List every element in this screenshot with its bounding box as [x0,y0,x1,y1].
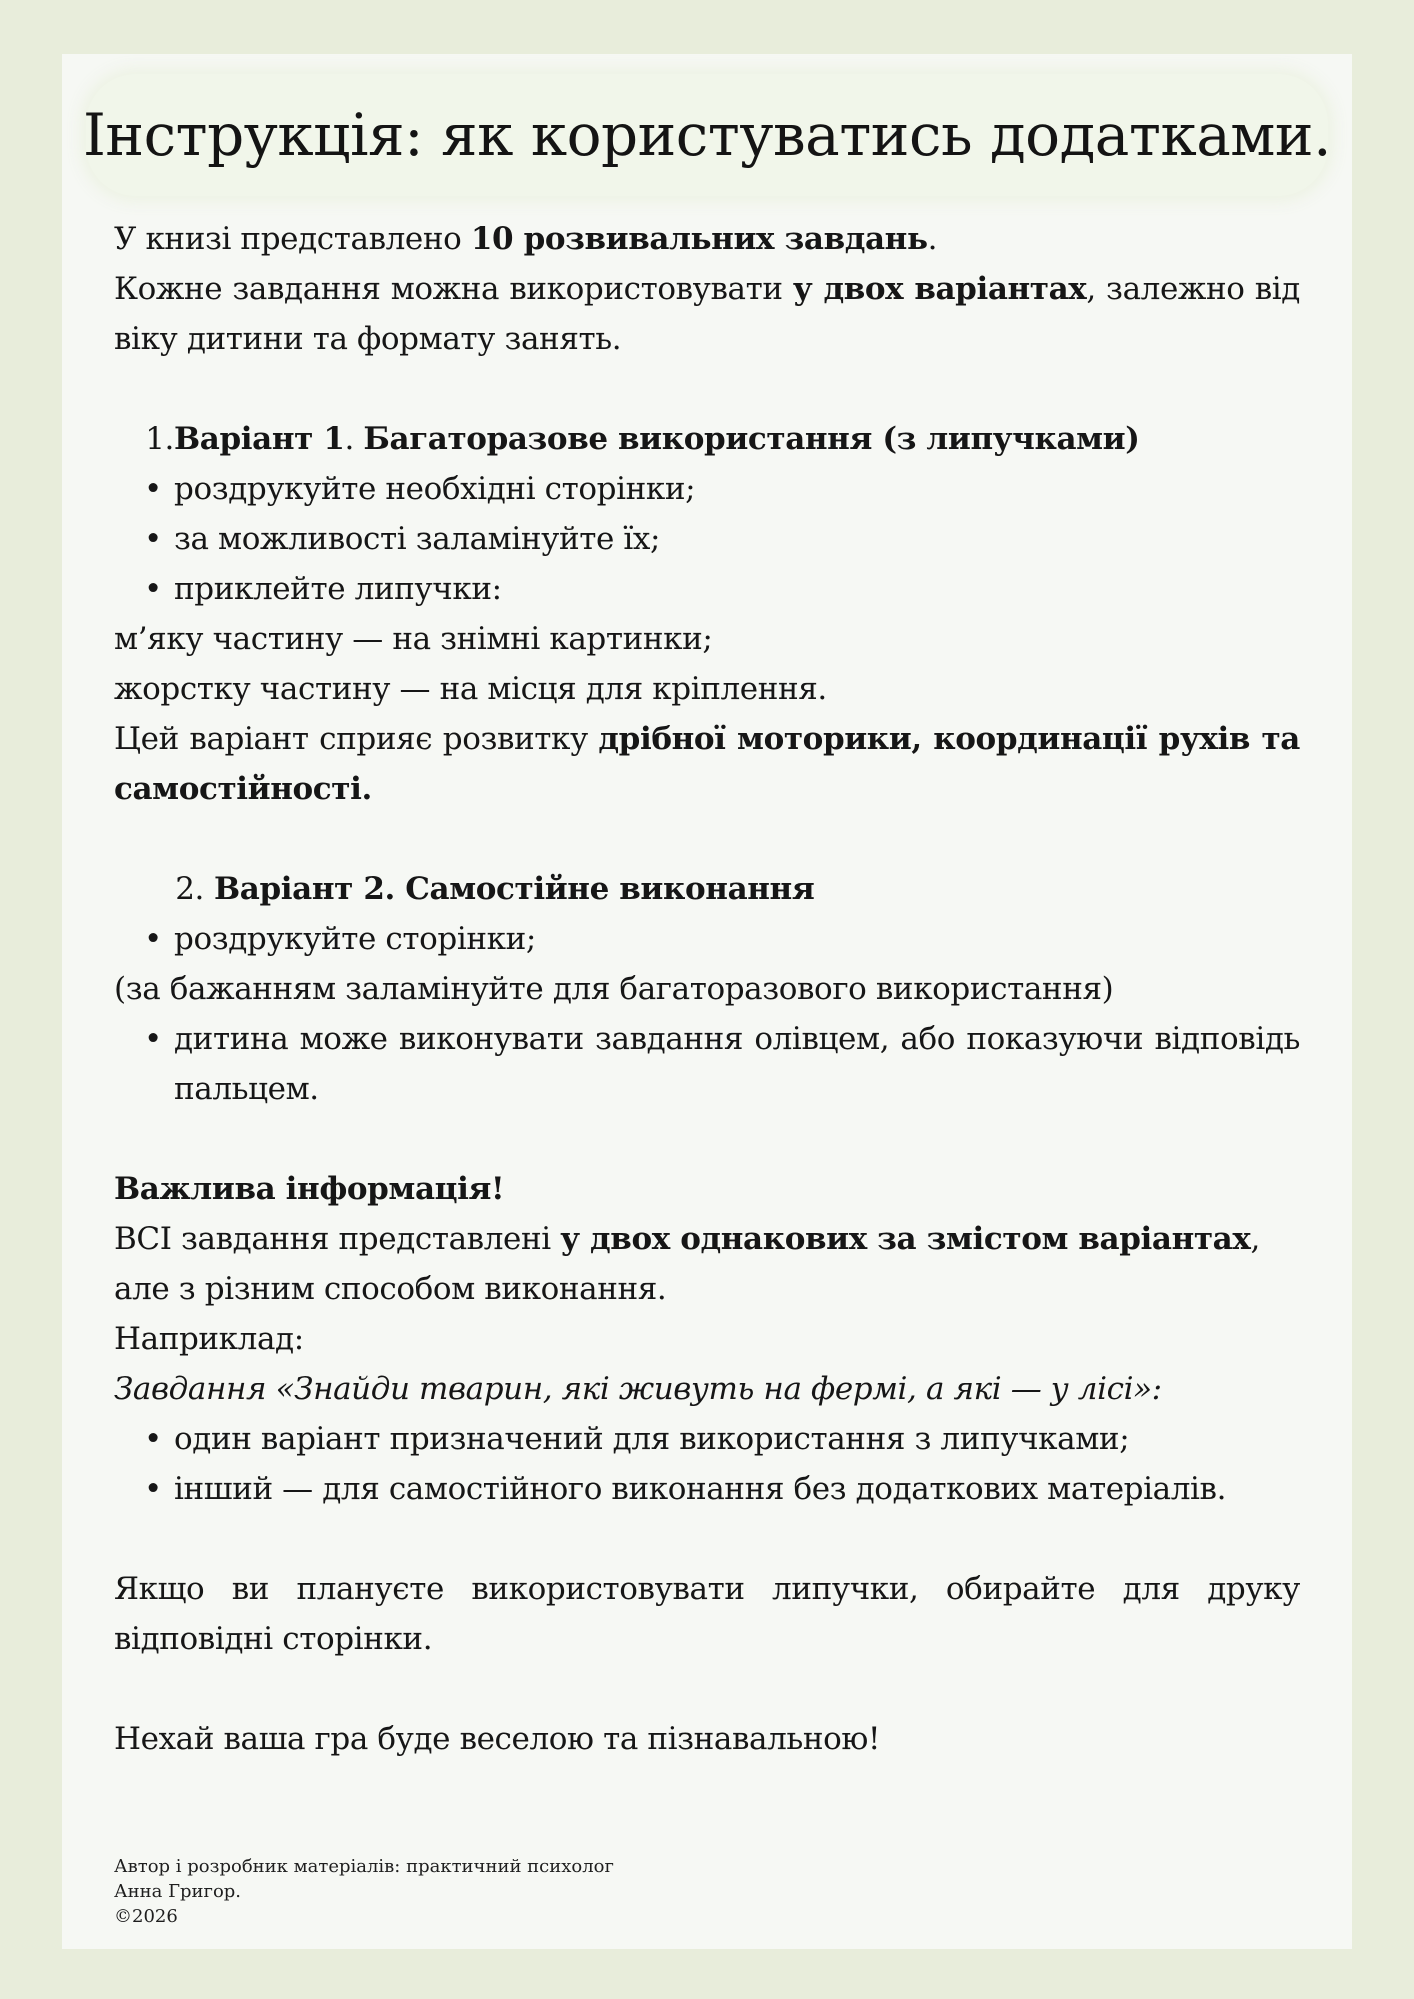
variant-1-title [174,414,1140,464]
list-item: • приклейте липучки: [114,564,1300,614]
list-item: • інший — для самостійного виконання без додаткових матеріалів. [114,1464,1300,1514]
variant-1-steps [114,464,1300,614]
spacer [114,1664,1300,1714]
list-number: 1. [145,421,174,457]
intro-line-1 [114,214,1300,264]
page-title: Інструкція: як користуватись додатками. [83,101,1332,169]
two-variants-emphasis: у двох варіантах [792,271,1087,307]
important-heading [114,1164,1300,1214]
important-line [114,1214,1300,1314]
document-page [62,54,1352,1949]
title-banner [83,74,1332,196]
task-count: 10 розвивальних завдань [470,221,928,257]
variant-1-heading [114,414,1300,464]
spacer [114,1514,1300,1564]
variant-1-benefit [114,714,1300,814]
list-item: • один варіант призначений для використання з липучками; [114,1414,1300,1464]
intro-text: Кожне завдання можна використовувати [114,271,793,307]
intro-line-2 [114,264,1300,364]
benefit-skills: дрібної моторики, координації рухів та самостійності. [114,721,1300,807]
variant-2-heading [114,864,1300,914]
closing-wish: Нехай ваша гра буде веселою та пізнавальною! [114,1721,881,1757]
soft-part-line: м’яку частину — на знімні картинки; [114,621,713,657]
intro-text: , залежно від віку дитини та формату занять. [114,271,1300,357]
list-item: • за можливості заламінуйте їх; [114,514,1300,564]
spacer [114,1114,1300,1164]
copyright: ©2026 [114,1906,178,1927]
variant-1-name: Багаторазове використання (з липучками) [363,421,1140,457]
author-footer [114,1854,614,1929]
list-item: • дитина може виконувати завдання олівцем, або показуючи відповідь пальцем. [114,1014,1300,1114]
hard-part-line: жорстку частину — на місця для кріплення. [114,671,827,707]
instructions-body [114,214,1300,1764]
lamination-note: (за бажанням заламінуйте для багаторазового використання) [114,971,1114,1007]
same-content-emphasis: у двох однакових за змістом варіантах [560,1221,1251,1257]
list-item: • роздрукуйте сторінки; [114,914,1300,964]
benefit-text: Цей варіант сприяє розвитку [114,721,599,757]
example-variants [114,1414,1300,1514]
list-item: • роздрукуйте необхідні сторінки; [114,464,1300,514]
separator: . [344,421,364,457]
important-label: Важлива інформація! [114,1171,505,1207]
important-text: , але з різним способом виконання. [114,1221,1260,1307]
printing-advice: Якщо ви плануєте використовувати липучки, обирайте для друку відповідні сторінки. [114,1571,1300,1657]
example-task: Завдання «Знайди тварин, які живуть на фермі, а які — у лісі»: [114,1371,1162,1407]
variant-2-steps-continued [114,1014,1300,1114]
important-text: ВСІ завдання представлені [114,1221,561,1257]
author-name: Анна Григор. [114,1881,242,1902]
variant-1-label: Варіант 1 [174,421,345,457]
list-number: 2. [175,871,204,907]
intro-text: У книзі представлено [114,221,471,257]
intro-punct: . [927,221,938,257]
author-credit: Автор і розробник матеріалів: практичний психолог [114,1856,614,1877]
variant-2-title: Варіант 2. Самостійне виконання [214,871,815,907]
example-label: Наприклад: [114,1321,304,1357]
spacer [114,364,1300,414]
spacer [114,814,1300,864]
variant-2-steps [114,914,1300,964]
